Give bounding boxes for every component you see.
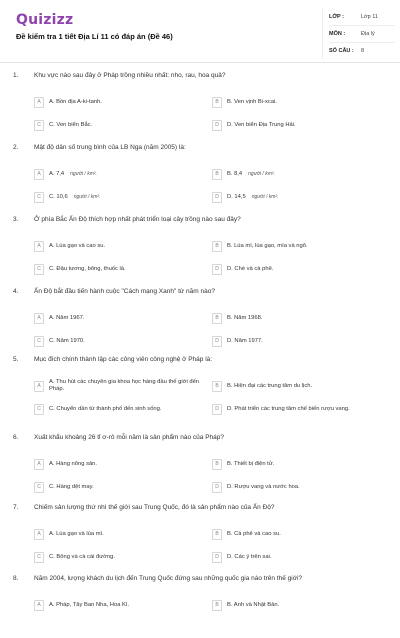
question-text: Mật độ dân số trung bình của LB Nga (năm 2005) là:	[34, 144, 186, 151]
option-letter-box: C	[34, 336, 44, 347]
question-number: 2.	[13, 144, 19, 151]
meta-label: LỚP :	[329, 14, 344, 20]
answer-option-a[interactable]	[34, 454, 202, 474]
option-text: C. Ven biển Bắc.	[49, 121, 93, 128]
answer-option-a[interactable]	[34, 595, 202, 615]
option-text: C. Chuyển dần từ thành phố đến sinh sống.	[49, 405, 162, 412]
option-letter-box: B	[212, 169, 222, 180]
option-row	[0, 331, 400, 351]
option-text: A. Năm 1967.	[49, 314, 85, 321]
option-letter-box: D	[212, 120, 222, 131]
answer-option-d[interactable]	[212, 331, 388, 351]
option-unit: người / km².	[73, 194, 101, 200]
answer-option-a[interactable]	[34, 92, 202, 112]
answer-options	[0, 164, 400, 207]
option-text: B. Lúa mì, lúa gạo, mía và ngô.	[227, 242, 308, 249]
answer-option-d[interactable]	[212, 477, 388, 497]
option-text: C. Bông và cà cái đường.	[49, 553, 116, 560]
question-block	[0, 288, 400, 351]
option-letter-box: D	[212, 192, 222, 203]
option-letter-box: A	[34, 459, 44, 470]
option-letter-box: A	[34, 241, 44, 252]
option-unit: người / km².	[251, 194, 279, 200]
option-row	[0, 595, 400, 615]
question-number: 3.	[13, 216, 19, 223]
answer-options	[0, 595, 400, 638]
option-letter-box: C	[34, 120, 44, 131]
option-text: B. 8,4	[227, 170, 243, 177]
answer-option-b[interactable]	[212, 92, 388, 112]
meta-row-count	[329, 43, 395, 59]
question-number: 4.	[13, 288, 19, 295]
answer-option-b[interactable]	[212, 164, 388, 184]
option-text: A. Lúa gạo và lúa mì.	[49, 530, 104, 537]
answer-option-a[interactable]	[34, 236, 202, 256]
option-row	[0, 477, 400, 497]
option-letter-box: B	[212, 313, 222, 324]
option-letter-box: D	[212, 552, 222, 563]
option-text: B. Cà phê và cao su.	[227, 530, 281, 537]
answer-option-d[interactable]	[212, 399, 388, 419]
option-text: D. Rượu vang và nước hoa.	[227, 483, 300, 490]
option-text: C. Hàng dệt may.	[49, 483, 94, 490]
answer-option-c[interactable]	[34, 331, 202, 351]
option-text: B. Thiết bị điện tử.	[227, 460, 275, 467]
answer-option-c[interactable]	[34, 547, 202, 567]
answer-option-d[interactable]	[212, 187, 388, 207]
option-row	[0, 164, 400, 184]
option-text: D. Chè và cà phê.	[227, 265, 274, 272]
question-text: Chiếm sản lượng thứ nhì thế giới sau Trung Quốc, đó là sản phẩm nào của Ấn Độ?	[34, 504, 275, 511]
question-line	[0, 144, 400, 156]
option-row	[0, 524, 400, 544]
option-text: C. 10,6	[49, 193, 68, 200]
answer-option-d[interactable]	[212, 259, 388, 279]
option-row	[0, 618, 400, 638]
question-block	[0, 356, 400, 419]
option-letter-box: C	[34, 264, 44, 275]
option-letter-box: A	[34, 169, 44, 180]
question-block	[0, 72, 400, 135]
question-text: Xuất khẩu khoảng 26 tỉ ơ-rô mỗi năm là sản phẩm nào của Pháp?	[34, 434, 224, 441]
answer-option-b[interactable]	[212, 308, 388, 328]
option-text: B. Năm 1968.	[227, 314, 263, 321]
meta-row-class	[329, 9, 395, 26]
answer-options	[0, 92, 400, 135]
answer-option-c[interactable]	[34, 115, 202, 135]
meta-label: SỐ CÂU :	[329, 48, 354, 54]
option-text: A. Pháp, Tây Ban Nha, Hoa Kì.	[49, 601, 130, 608]
answer-option-b[interactable]	[212, 236, 388, 256]
question-text: Ở phía Bắc Ấn Độ thích hợp nhất phát triển loại cây trồng nào sau đây?	[34, 216, 241, 223]
question-line	[0, 575, 400, 587]
meta-value: Địa lý	[361, 31, 375, 37]
answer-option-b[interactable]	[212, 376, 388, 396]
answer-option-c[interactable]	[34, 399, 202, 419]
option-text: B. Ven vịnh Bi-xcai.	[227, 98, 277, 105]
option-row	[0, 236, 400, 256]
option-text: D. Các ý trên sai.	[227, 553, 272, 560]
question-block	[0, 434, 400, 497]
option-text: A. Lúa gạo và cao su.	[49, 242, 106, 249]
question-block	[0, 144, 400, 207]
option-row	[0, 187, 400, 207]
answer-options	[0, 454, 400, 497]
meta-info-box	[322, 9, 395, 59]
option-letter-box: B	[212, 381, 222, 392]
option-text: A. Bồn địa A-ki-tanh.	[49, 98, 102, 105]
question-line	[0, 434, 400, 446]
quizizz-logo: Quizizz	[16, 12, 74, 28]
question-number: 6.	[13, 434, 19, 441]
option-letter-box: A	[34, 381, 44, 392]
question-block	[0, 575, 400, 638]
question-number: 8.	[13, 575, 19, 582]
option-letter-box: A	[34, 313, 44, 324]
option-text: D. 14,5	[227, 193, 246, 200]
question-number: 1.	[13, 72, 19, 79]
option-row	[0, 259, 400, 279]
answer-option-a[interactable]	[34, 376, 202, 396]
option-letter-box: B	[212, 241, 222, 252]
option-row	[0, 399, 400, 419]
answer-option-b[interactable]	[212, 524, 388, 544]
option-unit: người / km².	[70, 171, 97, 177]
option-letter-box: B	[212, 97, 222, 108]
question-text: Năm 2004, lượng khách du lịch đến Trung Quốc đứng sau những quốc gia nào trên thế giới?	[34, 575, 303, 582]
question-text: Ấn Độ bắt đầu tiến hành cuộc "Cách mạng Xanh" từ năm nào?	[34, 288, 215, 295]
option-letter-box: B	[212, 600, 222, 611]
option-text: A. 7,4	[49, 170, 65, 177]
answer-option-c[interactable]	[34, 187, 202, 207]
question-block	[0, 504, 400, 567]
meta-value: Lớp 11	[361, 14, 378, 20]
meta-label: MÔN :	[329, 31, 346, 37]
option-row	[0, 376, 400, 396]
option-row	[0, 115, 400, 135]
question-text: Mục đích chính thành lập các công viên công nghệ ở Pháp là:	[34, 356, 213, 363]
answer-options	[0, 524, 400, 567]
option-letter-box: C	[34, 404, 44, 415]
option-letter-box: D	[212, 482, 222, 493]
question-number: 5.	[13, 356, 19, 363]
option-text: B. Hiện đại các trung tâm du lịch.	[227, 382, 313, 389]
option-letter-box: A	[34, 97, 44, 108]
answer-options	[0, 308, 400, 351]
answer-option-c[interactable]	[34, 259, 202, 279]
option-text: C. Năm 1970.	[49, 337, 85, 344]
option-text: C. Đậu tương, bông, thuốc lá.	[49, 265, 126, 272]
option-letter-box: C	[34, 482, 44, 493]
answer-option-a[interactable]	[34, 308, 202, 328]
option-letter-box: D	[212, 264, 222, 275]
option-text: D. Năm 1977.	[227, 337, 263, 344]
option-letter-box: A	[34, 600, 44, 611]
answer-options	[0, 376, 400, 419]
option-row	[0, 454, 400, 474]
option-text: B. Anh và Nhật Bản.	[227, 601, 280, 608]
option-text: A. Thu hút các chuyên gia khoa học hàng đầu thế giới đến Pháp.	[49, 379, 200, 392]
option-text: A. Hàng nông sản.	[49, 460, 98, 467]
option-letter-box: D	[212, 404, 222, 415]
answer-option-b[interactable]	[212, 595, 388, 615]
answer-option-d[interactable]	[212, 547, 388, 567]
option-unit: người / km².	[248, 171, 275, 177]
option-letter-box: D	[212, 336, 222, 347]
option-letter-box: B	[212, 529, 222, 540]
answer-option-d[interactable]	[212, 115, 388, 135]
question-block	[0, 216, 400, 279]
question-number: 7.	[13, 504, 19, 511]
option-letter-box: A	[34, 529, 44, 540]
answer-option-b[interactable]	[212, 454, 388, 474]
question-line	[0, 356, 400, 368]
option-row	[0, 308, 400, 328]
worksheet-header	[0, 0, 400, 63]
answer-option-a[interactable]	[34, 524, 202, 544]
option-row	[0, 547, 400, 567]
answer-options	[0, 236, 400, 279]
option-letter-box: B	[212, 459, 222, 470]
answer-option-c[interactable]	[34, 477, 202, 497]
answer-option-a[interactable]	[34, 164, 202, 184]
question-text: Khu vực nào sau đây ở Pháp trồng nhiều nhất: nho, rau, hoa quả?	[34, 72, 226, 79]
question-line	[0, 504, 400, 516]
page-title: Đề kiểm tra 1 tiết Địa Lí 11 có đáp án (Đề 46)	[16, 32, 173, 41]
option-letter-box: C	[34, 552, 44, 563]
option-text: D. Phát triển các trung tâm chế biến rượu vang.	[227, 405, 350, 412]
meta-row-subject	[329, 26, 395, 43]
meta-value: 8	[361, 48, 365, 54]
question-line	[0, 288, 400, 300]
option-letter-box: C	[34, 192, 44, 203]
option-text: D. Ven biển Địa Trung Hải.	[227, 121, 296, 128]
option-row	[0, 92, 400, 112]
question-line	[0, 216, 400, 228]
question-line	[0, 72, 400, 84]
